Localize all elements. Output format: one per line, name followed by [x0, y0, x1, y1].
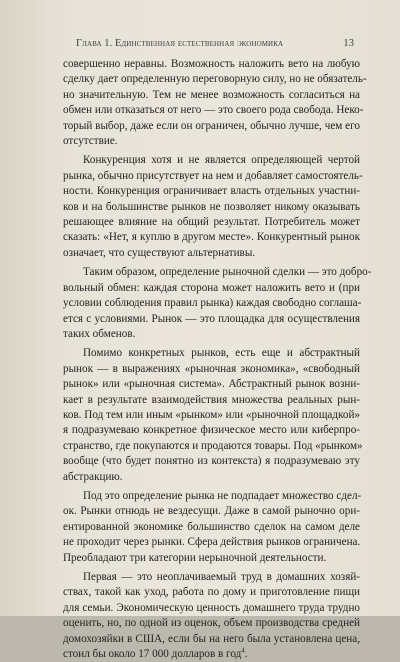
text-line: рынок — в выражениях «рыночная экономика», «свободный [63, 362, 360, 375]
text-line: вольный обмен: каждая сторона может наложить вето и (при [63, 281, 360, 294]
text-line: Первая — это неоплачиваемый труд в домашних хозяй- [83, 571, 360, 583]
text-line: таких обменов. [63, 327, 136, 340]
text-line: Конкуренция хотя и не является определяющей чертой [83, 154, 360, 167]
paragraph-5 [63, 489, 360, 566]
text-line: не проходит через рынки. Сфера действия рынков ограничена. [63, 536, 361, 549]
text-line: сказать: «Нет, я куплю в другом месте». Конкурентный рынок [63, 231, 360, 244]
footnote-reference[interactable]: 4 [241, 646, 245, 655]
text-line: совершенно неравны. Возможность наложить вето на любую [63, 58, 360, 70]
chapter-title: Глава 1. Единственная естественная экономика [76, 38, 284, 49]
text-line: рынка, обычно присутствует на нем и добавляет самостоятель- [63, 169, 363, 182]
sentence-end: . [244, 648, 248, 661]
text-line: ков. Под тем или иным «рынком» или «рыночной площадкой» [63, 408, 360, 421]
text-line: оценить, но, по одной из оценок, объем производства средней [63, 617, 360, 630]
text-line: обмен или отказаться от него — это своего рода свобода. Неко- [63, 104, 364, 117]
text-line: условии соблюдения правил рынка) каждая свободно соглаша- [63, 297, 362, 310]
text-line: Таким образом, определение рыночной сделки — это добро- [83, 266, 372, 279]
text-line: решающее влияние на общий результат. Потребитель может [63, 216, 360, 229]
text-line: торый выбор, даже если он ограничен, обычно лучше, чем его [63, 119, 360, 132]
text-line: для семьи. Экономическую ценность домашнего труда трудно [63, 601, 360, 614]
paragraph-1 [63, 57, 367, 149]
text-line-with-footnote [63, 647, 360, 662]
page-number: 13 [343, 38, 354, 49]
text-line: стоил бы около 17 000 долларов в год [63, 648, 242, 661]
running-header [76, 38, 354, 49]
paragraph-6 [63, 570, 360, 662]
paragraph-4 [63, 346, 363, 485]
text-line: но значительную. Тем не менее возможность согласиться на [63, 88, 360, 101]
text-line: означает, что существуют альтернативы. [63, 246, 256, 259]
paragraph-3 [63, 265, 372, 342]
body-text [63, 57, 372, 662]
text-line: Преобладают три категории нерыночной деятельности. [63, 551, 327, 564]
text-line: Под это определение рынка не подпадает множество сдел- [83, 489, 362, 502]
text-line: ок. Рынки отнюдь не вездесущи. Даже в самой рыночно ори- [63, 505, 360, 518]
text-line: я подразумеваю конкретное физическое место или киберпро- [63, 424, 360, 437]
text-line: домохозяйки в США, если бы на него была установлена цена, [63, 632, 360, 645]
paragraph-2 [63, 153, 363, 261]
text-line: ется с условиями. Рынок — это площадка для осуществления [63, 312, 360, 325]
text-line: ков и на большинстве рынков не позволяет никому оказывать [63, 200, 360, 213]
text-line: ентированной экономике большинство сделок на самом деле [63, 520, 360, 533]
text-line: Помимо конкретных рынков, есть еще и абстрактный [83, 347, 360, 360]
text-line: рынок» или «рыночная система». Абстрактный рынок возни- [63, 378, 360, 391]
text-line: ности. Конкуренция ограничивает власть отдельных участни- [63, 185, 360, 198]
text-line: ствах, такой как уход, работа по дому и приготовление пищи [63, 586, 360, 599]
text-line: отсутствие. [63, 135, 118, 148]
text-line: вообще (что будет понятно из контекста) я подразумеваю эту [63, 455, 360, 468]
text-line: сделку дает определенную переговорную силу, но не обязатель- [63, 73, 367, 86]
text-line: странство, где покупаются и продаются товары. Под «рынком» [63, 439, 363, 452]
text-line: абстракцию. [63, 470, 123, 483]
text-line: кает в результате взаимодействия множества реальных рын- [63, 393, 360, 406]
